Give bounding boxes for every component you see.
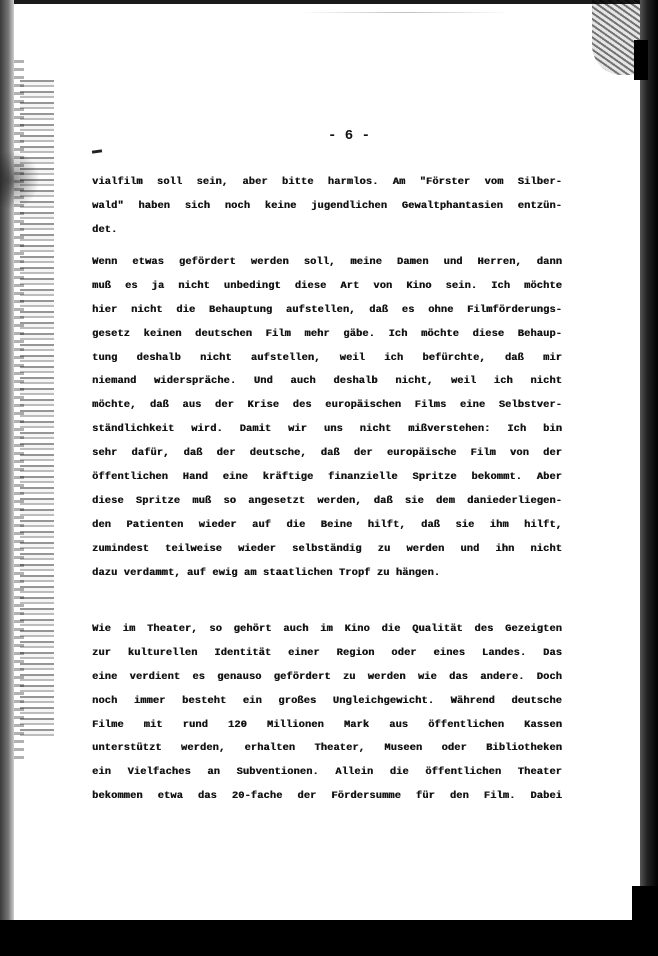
stray-mark: [92, 149, 102, 153]
text-line: eine verdient es genauso gefördert zu werden wie das andere. Doch: [92, 670, 562, 683]
text-line: ständlichkeit wird. Damit wir uns nicht mißverstehen: Ich bin: [92, 423, 562, 436]
scan-smudge: [0, 150, 40, 210]
text-line: bekommen etwa das 20-fache der Fördersumme für den Film. Dabei: [92, 790, 562, 803]
text-line: tung deshalb nicht aufstellen, weil ich befürchte, daß mir: [92, 351, 562, 364]
text-line: det.: [92, 223, 118, 236]
text-line: niemand widerspräche. Und auch deshalb nicht, weil ich nicht: [92, 375, 562, 388]
text-line: zur kulturellen Identität einer Region oder eines Landes. Das: [92, 646, 562, 659]
text-line: hier nicht die Behauptung aufstellen, daß es ohne Filmförderungs-: [92, 303, 562, 316]
text-line: den Patienten wieder auf die Beine hilft, daß sie ihm hilft,: [92, 518, 562, 531]
paragraph-1: [92, 171, 562, 243]
text-line: muß es ja nicht unbedingt diese Art von Kino sein. Ich möchte: [92, 279, 562, 292]
text-line: diese Spritze muß so angesetzt werden, daß sie dem daniederliegen-: [92, 494, 562, 507]
fold-line: [300, 12, 510, 13]
text-line: unterstützt werden, erhalten Theater, Museen oder Bibliotheken: [92, 742, 562, 755]
corner-mark: [634, 40, 648, 80]
page-number: - 6 -: [327, 128, 370, 144]
paragraph-2: [92, 251, 562, 585]
text-line: zumindest teilweise wieder selbständig zu werden und ihn nicht: [92, 542, 562, 555]
scan-bottom-right-corner: [632, 886, 658, 926]
text-line: wald" haben sich noch keine jugendlichen Gewaltphantasien entzün-: [92, 199, 562, 212]
text-line: vialfilm soll sein, aber bitte harmlos. Am "Förster vom Silber-: [92, 176, 562, 188]
text-line: möchte, daß aus der Krise des europäischen Films eine Selbstver-: [92, 399, 562, 412]
corner-smudge: [592, 0, 640, 75]
text-line: Wenn etwas gefördert werden soll, meine Damen und Herren, dann: [92, 256, 562, 268]
text-line: Filme mit rund 120 Millionen Mark aus öffentlichen Kassen: [92, 718, 562, 731]
text-line: dazu verdammt, auf ewig am staatlichen Tropf zu hängen.: [92, 566, 441, 579]
text-line: Wie im Theater, so gehört auch im Kino die Qualität des Gezeigten: [92, 623, 562, 635]
text-line: öffentlichen Hand eine kräftige finanzielle Spritze bekommt. Aber: [92, 471, 562, 484]
paragraph-3: [92, 618, 562, 809]
scan-bottom-edge: [0, 920, 658, 956]
text-line: noch immer besteht ein großes Ungleichgewicht. Während deutsche: [92, 694, 562, 707]
text-line: sehr dafür, daß der deutsche, daß der europäische Film von der: [92, 447, 562, 460]
text-line: gesetz keinen deutschen Film mehr gäbe. Ich möchte diese Behaup-: [92, 327, 562, 340]
text-line: ein Vielfaches an Subventionen. Allein die öffentlichen Theater: [92, 766, 562, 779]
scan-top-edge: [0, 0, 658, 4]
